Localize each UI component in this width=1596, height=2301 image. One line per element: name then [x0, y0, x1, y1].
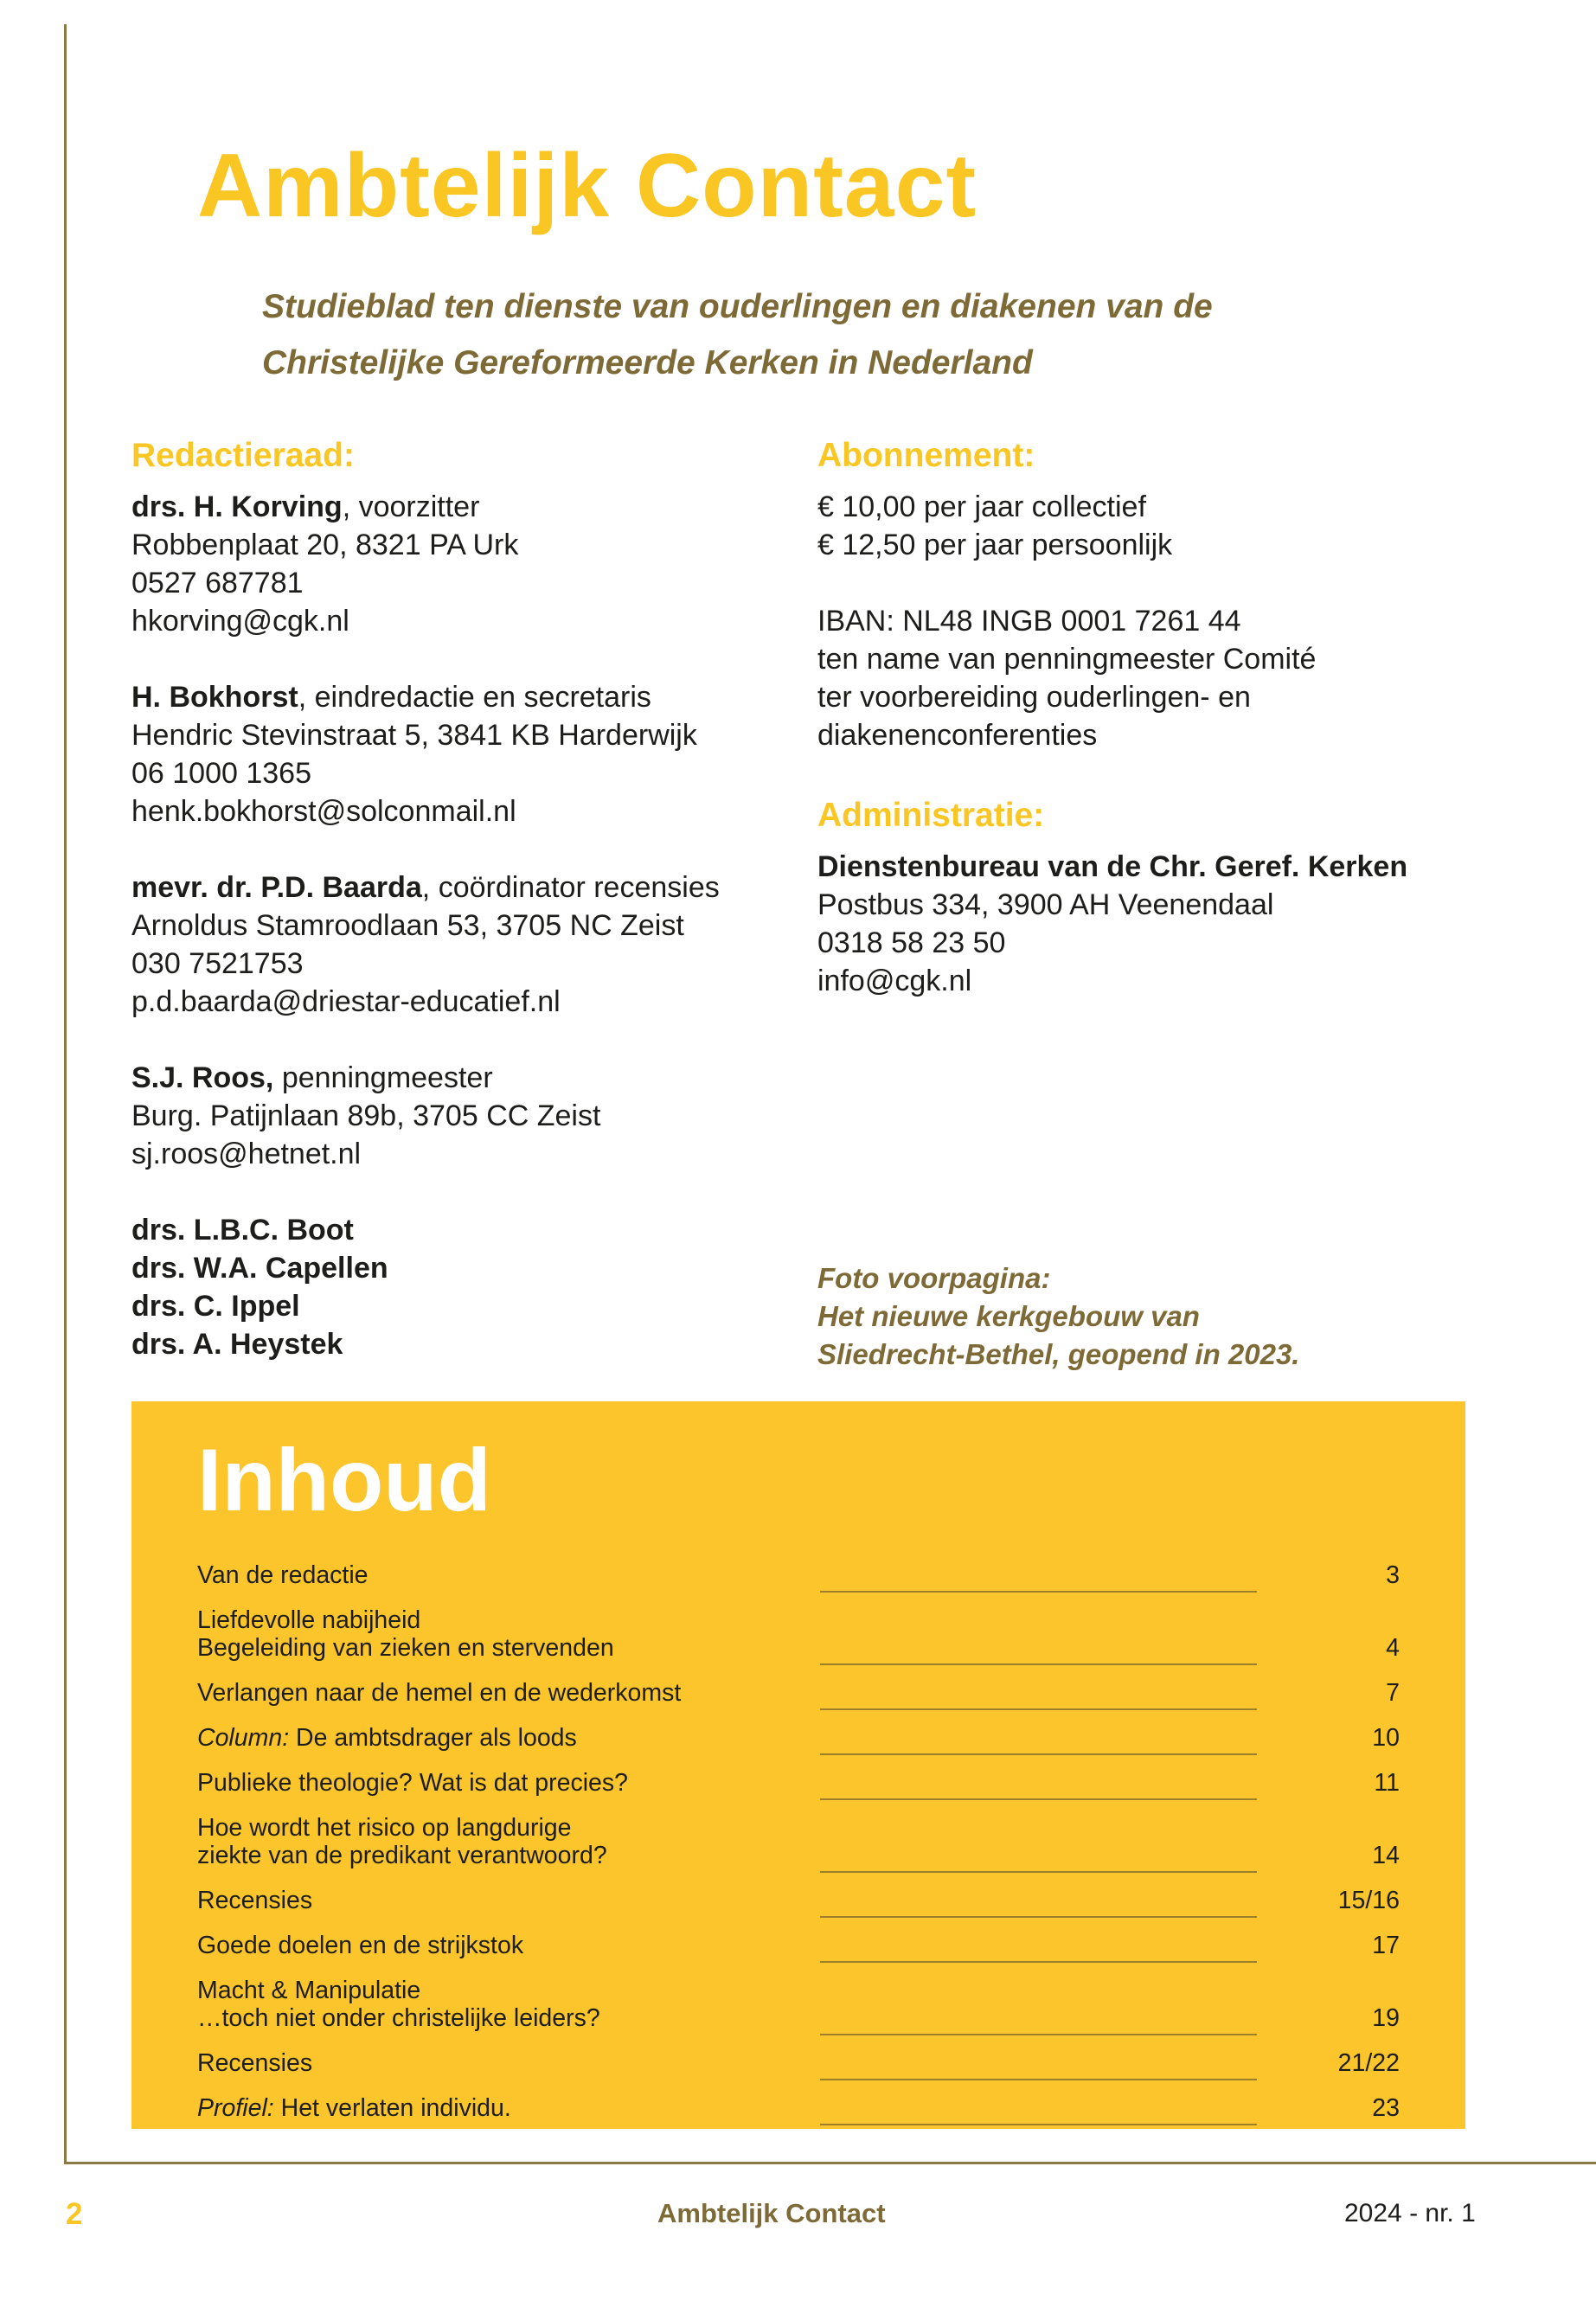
- toc-leader-line: [820, 1708, 1257, 1710]
- toc-page-number: 23: [1372, 2094, 1400, 2122]
- member-name: H. Bokhorst: [131, 681, 298, 714]
- payment-line: ten name van penningmeester Comité: [817, 643, 1317, 676]
- toc-leader-line: [820, 1916, 1257, 1918]
- toc-page-number: 15/16: [1337, 1887, 1400, 1914]
- toc-leader-line: [820, 2079, 1257, 2080]
- toc-page-number: 4: [1386, 1634, 1400, 1662]
- other-member-name: drs. W.A. Capellen: [131, 1252, 388, 1285]
- member-role: , eindredactie en secretaris: [298, 681, 651, 714]
- toc-item-title: Verlangen naar de hemel en de wederkomst: [197, 1679, 682, 1707]
- editorial-board-section: [131, 433, 720, 1363]
- toc-item-prefix: Profiel:: [197, 2094, 274, 2122]
- cover-photo-caption: [817, 1259, 1299, 1374]
- member-role: penningmeester: [273, 1061, 493, 1094]
- member-address: Burg. Patijnlaan 89b, 3705 CC Zeist: [131, 1099, 601, 1132]
- toc-leader-line: [820, 1663, 1257, 1665]
- toc-item-title: Macht & Manipulatie: [197, 1977, 421, 2004]
- toc-page-number: 21/22: [1337, 2049, 1400, 2077]
- subtitle-line: Studieblad ten dienste van ouderlingen en diakenen van de: [262, 288, 1213, 325]
- toc-item-title: …toch niet onder christelijke leiders?: [197, 2004, 600, 2032]
- administration-line: Postbus 334, 3900 AH Veenendaal: [817, 888, 1274, 921]
- toc-item-title: Hoe wordt het risico op langdurige: [197, 1814, 572, 1842]
- editorial-board-heading: Redactieraad:: [131, 437, 355, 474]
- subscription-heading: Abonnement:: [817, 437, 1035, 474]
- toc-item-title: Recensies: [197, 2049, 313, 2077]
- board-member: [131, 1059, 720, 1173]
- footer-magazine-name: Ambtelijk Contact: [657, 2198, 886, 2228]
- other-member-name: drs. L.B.C. Boot: [131, 1214, 354, 1247]
- table-of-contents: [131, 1401, 1465, 2129]
- magazine-subtitle: [262, 279, 1213, 391]
- administration-line: 0318 58 23 50: [817, 926, 1006, 959]
- administration-name: Dienstenbureau van de Chr. Geref. Kerken: [817, 850, 1408, 883]
- member-email: henk.bokhorst@solconmail.nl: [131, 795, 516, 828]
- member-address: Arnoldus Stamroodlaan 53, 3705 NC Zeist: [131, 909, 684, 942]
- payment-line: ter voorbereiding ouderlingen- en: [817, 681, 1251, 714]
- toc-item[interactable]: [197, 1932, 1400, 1959]
- subscription-price: € 10,00 per jaar collectief: [817, 490, 1146, 523]
- bottom-border-rule: [64, 2162, 1596, 2164]
- toc-item[interactable]: [197, 1769, 1400, 1797]
- caption-line: Het nieuwe kerkgebouw van: [817, 1300, 1200, 1332]
- toc-item-title: ziekte van de predikant verantwoord?: [197, 1842, 607, 1869]
- toc-leader-line: [820, 1871, 1257, 1873]
- toc-leader-line: [820, 2124, 1257, 2125]
- member-name: drs. H. Korving: [131, 490, 343, 523]
- board-member: [131, 678, 720, 830]
- toc-item[interactable]: [197, 1724, 1400, 1752]
- toc-item[interactable]: [197, 1606, 1400, 1662]
- administration-section: [817, 848, 1407, 1000]
- toc-leader-line: [820, 2034, 1257, 2035]
- toc-page-number: 10: [1372, 1724, 1400, 1752]
- toc-page-number: 17: [1372, 1932, 1400, 1959]
- subtitle-line: Christelijke Gereformeerde Kerken in Nederland: [262, 344, 1033, 381]
- member-email: hkorving@cgk.nl: [131, 605, 349, 638]
- toc-item[interactable]: [197, 2049, 1400, 2077]
- payment-line: IBAN: NL48 INGB 0001 7261 44: [817, 605, 1241, 638]
- toc-page-number: 11: [1374, 1769, 1400, 1797]
- toc-item-title: Van de redactie: [197, 1561, 369, 1589]
- member-role: , voorzitter: [342, 490, 480, 523]
- member-phone: 06 1000 1365: [131, 757, 311, 790]
- toc-title: Inhoud: [197, 1431, 491, 1529]
- toc-page-number: 3: [1386, 1561, 1400, 1589]
- toc-leader-line: [820, 1753, 1257, 1755]
- toc-item[interactable]: [197, 1679, 1400, 1707]
- member-phone: 030 7521753: [131, 947, 304, 980]
- member-email: p.d.baarda@driestar-educatief.nl: [131, 985, 561, 1018]
- administration-heading: Administratie:: [817, 797, 1045, 834]
- subscription-price: € 12,50 per jaar persoonlijk: [817, 529, 1173, 561]
- toc-item-prefix: Column:: [197, 1724, 290, 1752]
- toc-leader-line: [820, 1798, 1257, 1800]
- member-name: mevr. dr. P.D. Baarda: [131, 871, 422, 904]
- toc-item-title: Liefdevolle nabijheid: [197, 1606, 421, 1634]
- toc-item[interactable]: [197, 1887, 1400, 1914]
- subscription-section: [817, 433, 1407, 1038]
- member-phone: 0527 687781: [131, 567, 304, 599]
- member-email: sj.roos@hetnet.nl: [131, 1138, 362, 1170]
- other-member-name: drs. A. Heystek: [131, 1328, 343, 1361]
- payment-line: diakenenconferenties: [817, 719, 1098, 752]
- page-number: 2: [66, 2197, 83, 2231]
- footer-issue: 2024 - nr. 1: [1344, 2199, 1476, 2227]
- board-member: [131, 868, 720, 1021]
- toc-page-number: 14: [1372, 1842, 1400, 1869]
- member-role: , coördinator recensies: [421, 871, 720, 904]
- board-member: [131, 488, 720, 640]
- toc-item-title: Het verlaten individu.: [273, 2094, 511, 2122]
- toc-item-title: De ambtsdrager als loods: [289, 1724, 577, 1752]
- toc-item[interactable]: [197, 1977, 1400, 2032]
- toc-item-title: Begeleiding van zieken en stervenden: [197, 1634, 614, 1662]
- member-address: Robbenplaat 20, 8321 PA Urk: [131, 529, 519, 561]
- other-board-members: [131, 1211, 720, 1363]
- caption-line: Foto voorpagina:: [817, 1262, 1051, 1294]
- toc-list: [197, 1561, 1400, 2139]
- other-member-name: drs. C. Ippel: [131, 1290, 300, 1323]
- toc-item-title: Goede doelen en de strijkstok: [197, 1932, 524, 1959]
- member-name: S.J. Roos,: [131, 1061, 274, 1094]
- toc-item-title: Recensies: [197, 1887, 313, 1914]
- toc-page-number: 19: [1372, 2004, 1400, 2032]
- toc-page-number: 7: [1386, 1679, 1400, 1707]
- member-address: Hendric Stevinstraat 5, 3841 KB Harderwijk: [131, 719, 697, 752]
- left-border-rule: [64, 24, 67, 2164]
- toc-item[interactable]: [197, 1561, 1400, 1589]
- magazine-title: Ambtelijk Contact: [197, 136, 977, 236]
- administration-email: info@cgk.nl: [817, 965, 972, 997]
- toc-leader-line: [820, 1961, 1257, 1963]
- toc-item[interactable]: [197, 2094, 1400, 2122]
- toc-item[interactable]: [197, 1814, 1400, 1869]
- toc-leader-line: [820, 1591, 1257, 1593]
- caption-line: Sliedrecht-Bethel, geopend in 2023.: [817, 1338, 1300, 1370]
- toc-item-title: Publieke theologie? Wat is dat precies?: [197, 1769, 628, 1797]
